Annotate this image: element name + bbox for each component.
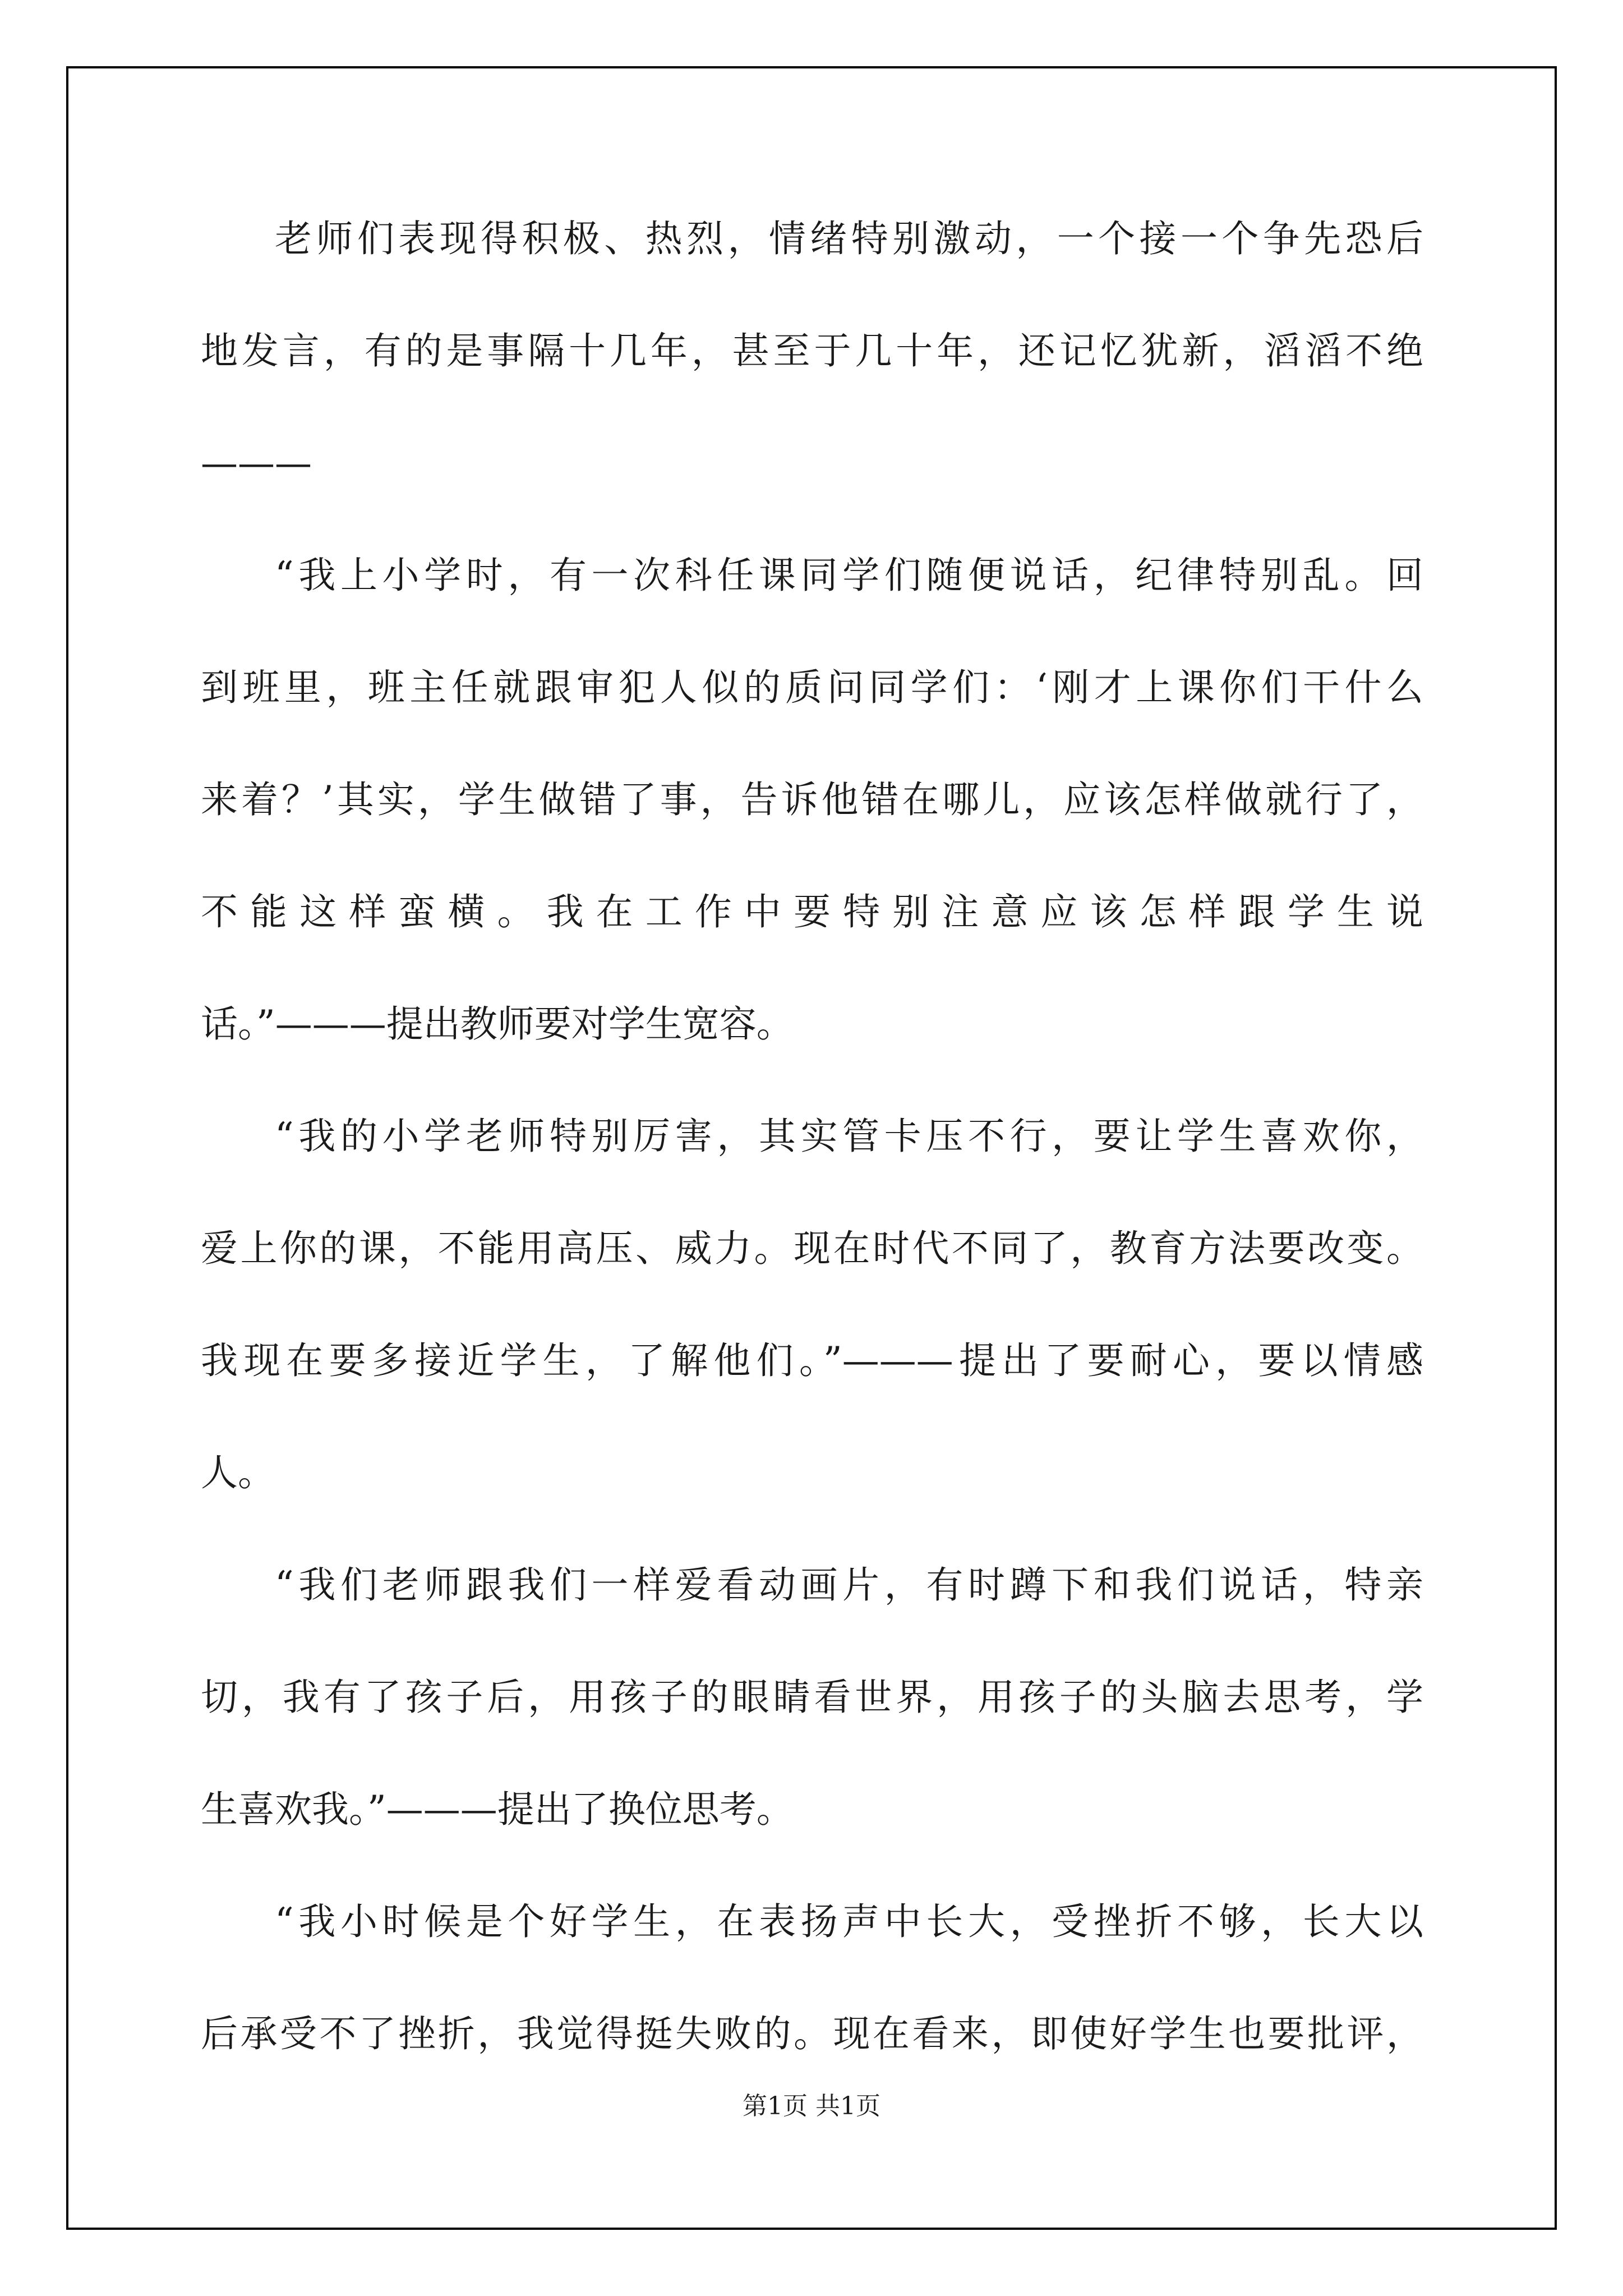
paragraph-4-line-1: “我们老师跟我们一样爱看动画片，有时蹲下和我们说话，特亲 [275,1563,1423,1607]
paragraph-5-line-1: “我小时候是个好学生，在表扬声中长大，受挫折不够，长大以 [275,1900,1423,1943]
paragraph-2-line-5: 话。”———提出教师要对学生宽容。 [201,1002,794,1046]
paragraph-4-line-3: 生喜欢我。”———提出了换位思考。 [201,1788,794,1831]
paragraph-1-line-1: 老师们表现得积极、热烈，情绪特别激动，一个接一个争先恐后 [275,217,1423,260]
paragraph-3-line-1: “我的小学老师特别厉害，其实管卡压不行，要让学生喜欢你， [275,1115,1423,1158]
paragraph-3-line-4: 人。 [201,1451,275,1494]
paragraph-4-line-2: 切，我有了孩子后，用孩子的眼睛看世界，用孩子的头脑去思考，学 [201,1676,1423,1719]
paragraph-3-line-3: 我现在要多接近学生，了解他们。”———提出了要耐心，要以情感 [201,1339,1423,1382]
document-body [201,217,1423,2055]
paragraph-2-line-3: 来着？’其实，学生做错了事，告诉他错在哪儿，应该怎样做就行了， [201,778,1423,821]
paragraph-3-line-2: 爱上你的课，不能用高压、威力。现在时代不同了，教育方法要改变。 [201,1227,1423,1270]
paragraph-2-line-1: “我上小学时，有一次科任课同学们随便说话，纪律特别乱。回 [275,554,1423,597]
paragraph-1-line-2: 地发言，有的是事隔十几年，甚至于几十年，还记忆犹新，滔滔不绝 [201,329,1423,372]
page-footer: 第1页 共1页 [743,2092,880,2120]
paragraph-5-line-2: 后承受不了挫折，我觉得挺失败的。现在看来，即使好学生也要批评， [201,2012,1423,2055]
paragraph-2-line-4: 不能这样蛮横。我在工作中要特别注意应该怎样跟学生说 [201,890,1423,933]
paragraph-2-line-2: 到班里，班主任就跟审犯人似的质问同学们：‘刚才上课你们干什么 [201,666,1423,709]
paragraph-1-line-3: ——— [201,441,312,485]
